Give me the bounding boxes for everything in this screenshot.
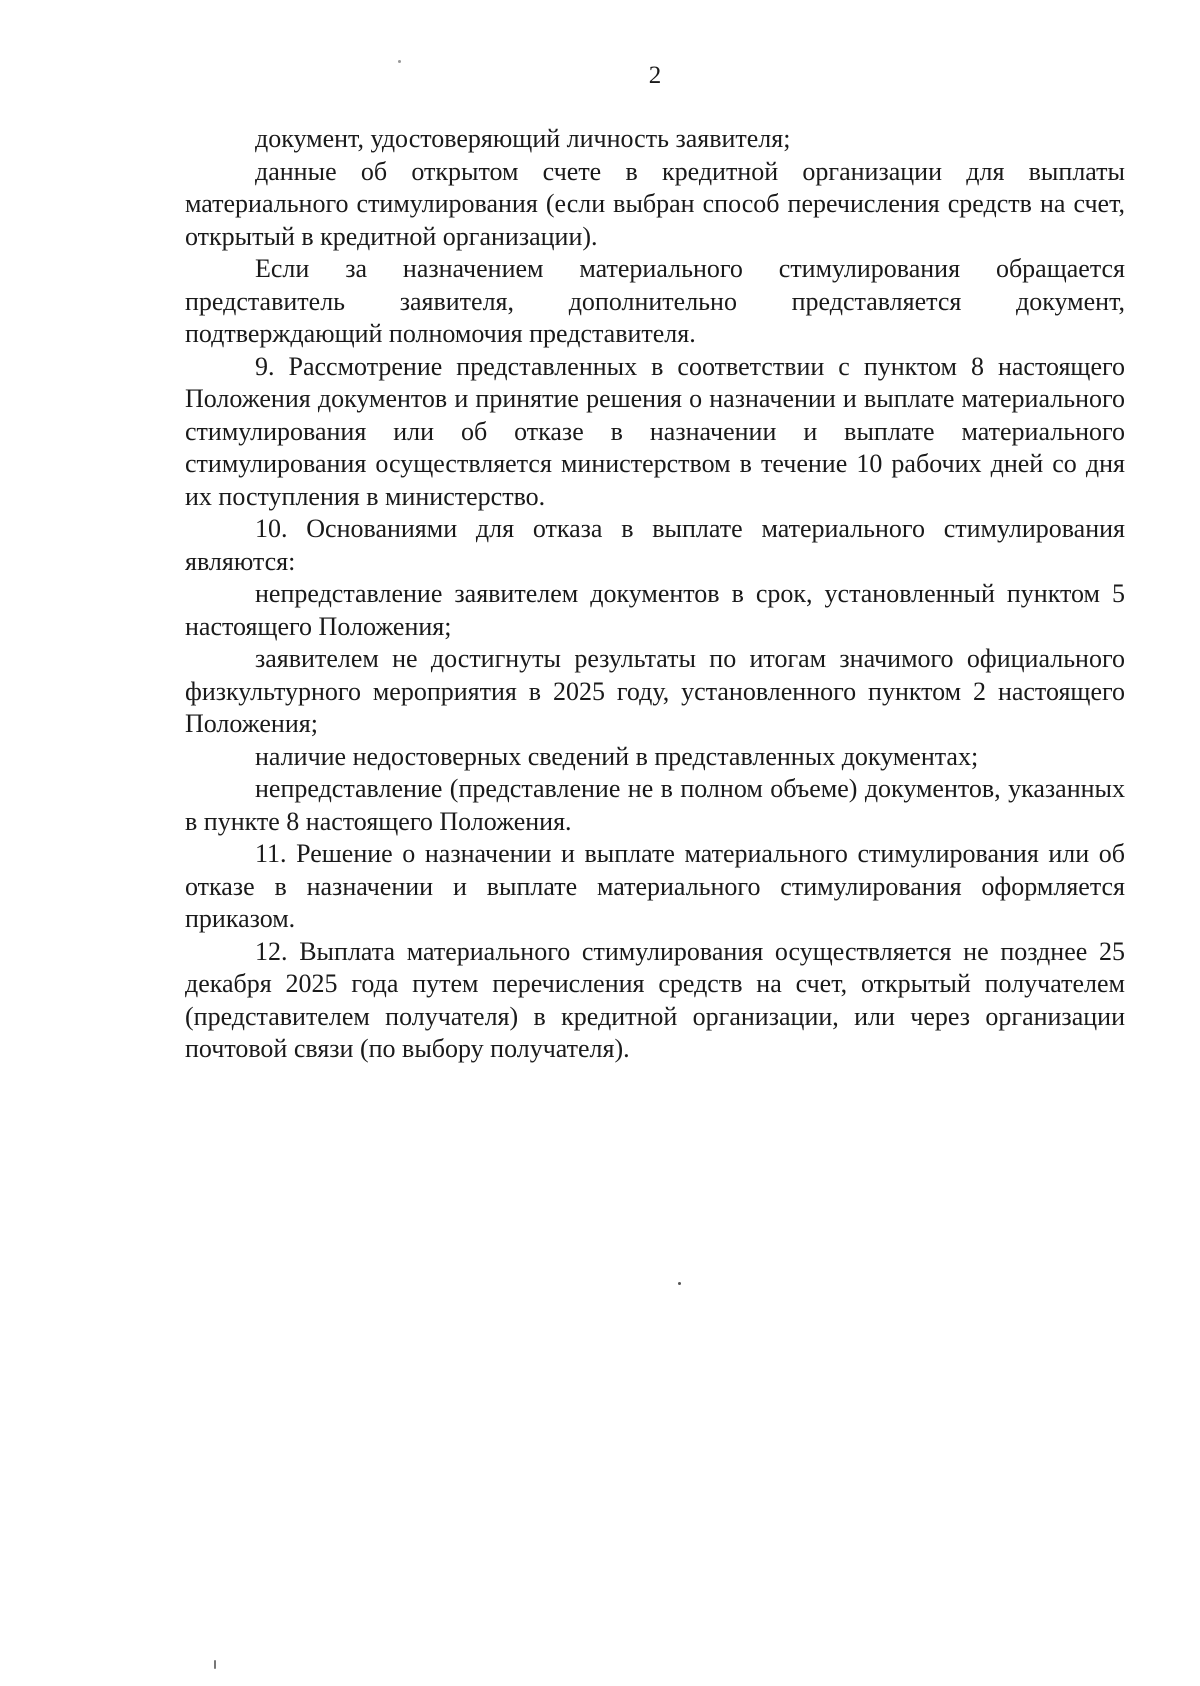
paragraph-refusal-reason-3: наличие недостоверных сведений в представленных документах; bbox=[255, 741, 979, 771]
paragraph-item-9: 9. Рассмотрение представленных в соответствии с пунктом 8 настоящего Положения документов и принятие решения о назначении и выплате материального стимулирования или об отказе в назначении и выплате материального стимулирования осуществляется министерством в течение 10 рабочих дней со дня их поступления в министерство. bbox=[185, 351, 1125, 511]
document-body bbox=[185, 123, 1125, 1066]
paragraph-bank-account-data: данные об открытом счете в кредитной организации для выплаты материального стимулирования (если выбран способ перечисления средств на счет, открытый в кредитной организации). bbox=[185, 156, 1125, 251]
paragraph-refusal-reason-4: непредставление (представление не в полном объеме) документов, указанных в пункте 8 настоящего Положения. bbox=[185, 774, 1125, 836]
paragraph-item-12: 12. Выплата материального стимулирования осуществляется не позднее 25 декабря 2025 года путем перечисления средств на счет, открытый получателем (представителем получателя) в кредитной организации, или через организации почтовой связи (по выбору получателя). bbox=[185, 936, 1125, 1063]
scan-speck bbox=[214, 1660, 216, 1669]
paragraph-refusal-reason-2: заявителем не достигнуты результаты по итогам значимого официального физкультурного мероприятия в 2025 году, установленного пунктом 2 настоящего Положения; bbox=[185, 644, 1125, 738]
paragraph-item-10: 10. Основаниями для отказа в выплате материального стимулирования являются: bbox=[185, 514, 1125, 576]
paragraph-representative: Если за назначением материального стимулирования обращается представитель заявителя, дополнительно представляется документ, подтверждающий полномочия представителя. bbox=[185, 254, 1125, 348]
page-number: 2 bbox=[648, 62, 662, 89]
paragraph-identity-document: документ, удостоверяющий личность заявителя; bbox=[255, 124, 791, 153]
scan-speck bbox=[398, 60, 401, 63]
paragraph-item-11: 11. Решение о назначении и выплате материального стимулирования или об отказе в назначении и выплате материального стимулирования оформляется приказом. bbox=[185, 839, 1125, 933]
scan-speck bbox=[678, 1282, 681, 1285]
paragraph-refusal-reason-1: непредставление заявителем документов в срок, установленный пунктом 5 настоящего Положения; bbox=[185, 579, 1125, 641]
